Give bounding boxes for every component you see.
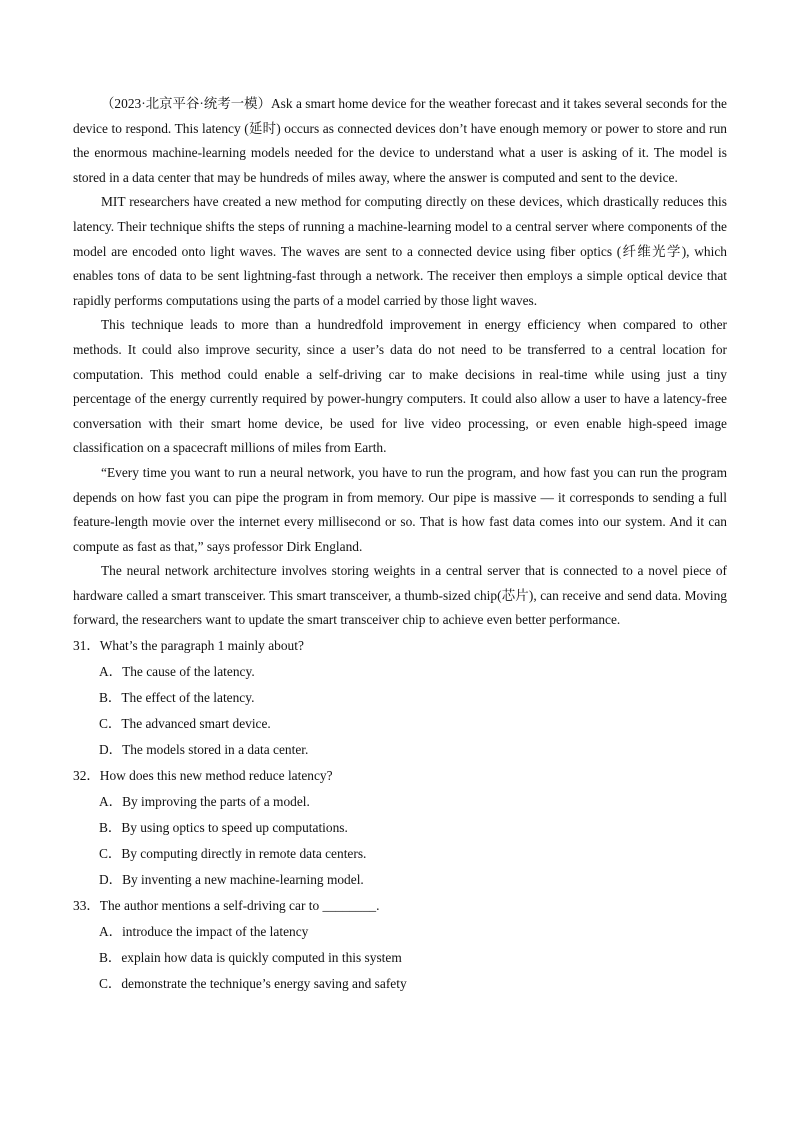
option-a	[73, 789, 727, 815]
option-c	[73, 841, 727, 867]
option-list	[73, 789, 727, 893]
passage-paragraph-5: The neural network architecture involves storing weights in a central server that is connected to a novel piece of hardware called a smart transceiver. This smart transceiver, a thumb-sized chip(芯片), can receive and send data. Moving forward, the researchers want to update the smart transceiver chip to achieve even better performance.	[73, 563, 727, 628]
option-text: The effect of the latency.	[121, 690, 255, 706]
option-text: By computing directly in remote data centers.	[121, 846, 367, 862]
question-number: 33．	[73, 898, 100, 914]
question-stem	[73, 893, 727, 919]
option-b	[73, 685, 727, 711]
option-letter: B．	[99, 950, 122, 966]
option-letter: D．	[99, 742, 123, 758]
option-c	[73, 971, 727, 997]
option-text: demonstrate the technique’s energy saving and safety	[121, 976, 407, 992]
question-32	[73, 763, 727, 893]
option-letter: A．	[99, 664, 123, 680]
option-letter: C．	[99, 846, 122, 862]
option-text: The cause of the latency.	[122, 664, 255, 680]
option-d	[73, 867, 727, 893]
option-text: The advanced smart device.	[121, 716, 271, 732]
option-list	[73, 659, 727, 763]
option-text: explain how data is quickly computed in this system	[121, 950, 402, 966]
option-text: By using optics to speed up computations.	[121, 820, 348, 836]
question-stem	[73, 763, 727, 789]
option-a	[73, 919, 727, 945]
option-a	[73, 659, 727, 685]
option-text: The models stored in a data center.	[122, 742, 309, 758]
passage-paragraph-4: “Every time you want to run a neural network, you have to run the program, and how fast you can run the program depends on how fast you can pipe the program in from memory. Our pipe is massive — it corresponds to sending a full feature-length movie over the internet every millisecond or so. That is how fast data comes into our system. And it can compute as fast as that,” says professor Dirk England.	[73, 464, 727, 554]
option-letter: B．	[99, 820, 122, 836]
option-c	[73, 711, 727, 737]
passage-paragraph-1: （2023·北京平谷·统考一模）Ask a smart home device for the weather forecast and it takes several seconds for the device to respond. This latency (延时) occurs as connected devices don’t have enough memory or power to store and run the enormous machine-learning models needed for the device to understand what a user is asking of it. The model is stored in a data center that may be hundreds of miles away, where the answer is computed and sent to the device.	[73, 96, 727, 185]
option-list	[73, 919, 727, 997]
document-page	[73, 92, 727, 997]
passage-paragraph-3: This technique leads to more than a hundredfold improvement in energy efficiency when compared to other methods. It could also improve security, since a user’s data do not need to be transferred to a central location for computation. This method could enable a self-driving car to make decisions in real-time while using just a tiny percentage of the energy currently required by power-hungry computers. It could also allow a user to have a latency-free conversation with their smart home device, be used for live video processing, or even enable high-speed image classification on a spacecraft millions of miles from Earth.	[73, 317, 727, 456]
question-text: How does this new method reduce latency?	[99, 768, 333, 784]
question-number: 32．	[73, 768, 100, 784]
question-text: What’s the paragraph 1 mainly about?	[99, 638, 304, 654]
question-33	[73, 893, 727, 997]
option-b	[73, 815, 727, 841]
question-31	[73, 633, 727, 763]
option-text: By improving the parts of a model.	[122, 794, 310, 810]
option-text: By inventing a new machine-learning model.	[122, 872, 364, 888]
option-letter: C．	[99, 976, 122, 992]
option-letter: B．	[99, 690, 122, 706]
option-letter: A．	[99, 794, 123, 810]
option-d	[73, 737, 727, 763]
question-stem	[73, 633, 727, 659]
option-text: introduce the impact of the latency	[122, 924, 309, 940]
option-letter: C．	[99, 716, 122, 732]
question-text: The author mentions a self-driving car to ________.	[99, 898, 380, 914]
option-letter: D．	[99, 872, 123, 888]
option-b	[73, 945, 727, 971]
question-number: 31．	[73, 638, 100, 654]
option-letter: A．	[99, 924, 123, 940]
passage-paragraph-2: MIT researchers have created a new method for computing directly on these devices, which drastically reduces this latency. Their technique shifts the steps of running a machine-learning model to a central server where components of the model are encoded onto light waves. The waves are sent to a connected device using fiber optics (纤维光学), which enables tons of data to be sent lightning-fast through a network. The receiver then employs a simple optical device that rapidly performs computations using the parts of a model carried by those light waves.	[73, 194, 727, 308]
